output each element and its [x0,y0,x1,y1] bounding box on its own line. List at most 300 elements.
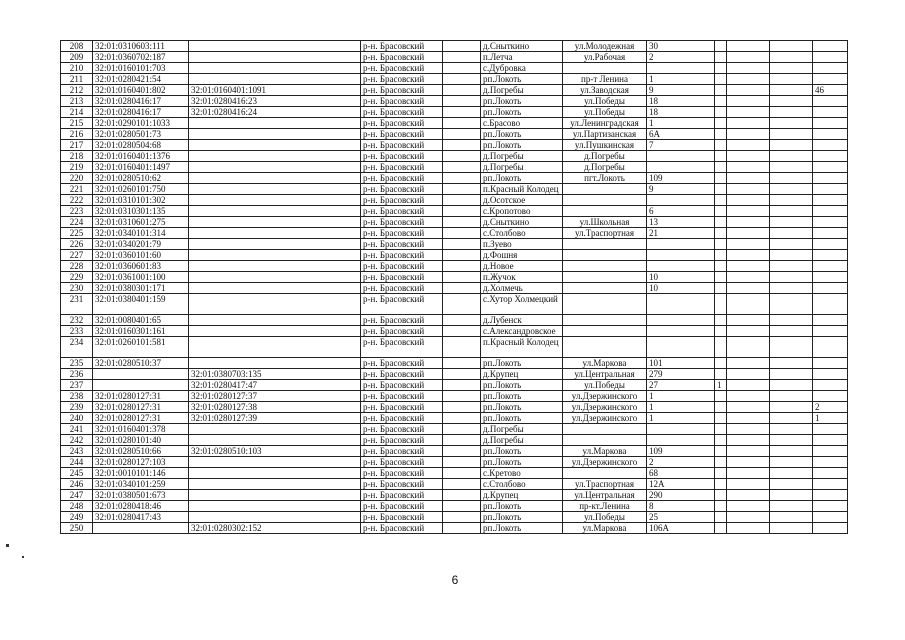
table-cell [715,283,727,294]
table-cell [715,457,727,468]
table-cell [189,41,361,52]
table-cell: 208 [61,41,93,52]
table-cell: 10 [647,272,715,283]
table-row [61,107,848,118]
table-cell: рп.Локоть [481,391,563,402]
table-cell [770,402,813,413]
table-cell: 32:01:0380501:673 [93,490,189,501]
table-cell [189,512,361,523]
table-cell [770,162,813,173]
table-cell: ул.Победы [563,512,647,523]
table-cell: р-н. Брасовский [361,326,443,337]
table-cell: 32:01:0010101:146 [93,468,189,479]
table-cell [715,413,727,424]
table-cell [770,206,813,217]
table-cell: 209 [61,52,93,63]
table-cell: р-н. Брасовский [361,129,443,140]
table-cell [727,501,770,512]
table-cell: рп.Локоть [481,446,563,457]
table-cell [443,206,481,217]
table-cell [189,283,361,294]
table-cell [727,446,770,457]
table-cell [443,173,481,184]
table-cell: ул.Центральная [563,490,647,501]
table-cell [93,369,189,380]
table-cell [813,129,848,140]
table-cell [770,457,813,468]
table-cell [443,184,481,195]
table-cell: 216 [61,129,93,140]
table-cell [189,479,361,490]
table-cell [727,283,770,294]
table-row [61,129,848,140]
table-cell: ул.Дзержинского [563,391,647,402]
table-cell [727,424,770,435]
table-cell: р-н. Брасовский [361,140,443,151]
table-cell: 231 [61,294,93,315]
table-cell [647,435,715,446]
table-cell: п.Летча [481,52,563,63]
table-cell: рп.Локоть [481,501,563,512]
table-cell [813,468,848,479]
table-cell [727,358,770,369]
table-cell [727,490,770,501]
table-cell: 240 [61,413,93,424]
table-cell [727,107,770,118]
table-cell: 32:01:0360101:60 [93,250,189,261]
table-cell [727,140,770,151]
table-cell [813,446,848,457]
table-cell [443,261,481,272]
table-cell [813,173,848,184]
table-cell: ул.Школьная [563,217,647,228]
table-cell: 249 [61,512,93,523]
table-row [61,391,848,402]
table-cell: ул.Партизанская [563,129,647,140]
table-cell [813,250,848,261]
table-cell [813,206,848,217]
table-cell: рп.Локоть [481,107,563,118]
table-cell: д.Погребы [563,151,647,162]
table-cell: 233 [61,326,93,337]
table-cell: ул.Пушкинская [563,140,647,151]
table-cell [727,294,770,315]
table-cell: р-н. Брасовский [361,184,443,195]
table-cell: р-н. Брасовский [361,206,443,217]
table-cell [813,107,848,118]
table-cell [443,239,481,250]
table-cell: 1 [647,413,715,424]
table-cell [189,184,361,195]
table-cell: 32:01:0340201:79 [93,239,189,250]
table-cell: 2 [647,457,715,468]
table-cell [443,337,481,358]
table-cell: 6 [647,206,715,217]
page-number: 6 [451,573,459,587]
table-cell [727,435,770,446]
table-cell [443,391,481,402]
table-cell [770,523,813,534]
table-cell [563,261,647,272]
table-cell: д.Крупец [481,369,563,380]
table-cell [813,261,848,272]
table-cell [770,118,813,129]
table-cell [715,217,727,228]
table-cell [443,413,481,424]
table-cell [715,184,727,195]
table-cell: 32:01:0380703:135 [189,369,361,380]
table-cell: рп.Локоть [481,358,563,369]
table-cell: п.Красный Колодец [481,337,563,358]
table-cell [813,239,848,250]
table-cell [813,217,848,228]
table-cell [727,74,770,85]
table-cell [727,337,770,358]
table-cell: 46 [813,85,848,96]
table-cell [813,228,848,239]
table-cell [715,140,727,151]
table-cell [443,85,481,96]
table-cell [770,315,813,326]
table-cell: 222 [61,195,93,206]
table-row [61,523,848,534]
table-cell [443,195,481,206]
table-cell [443,435,481,446]
table-row [61,326,848,337]
table-cell: 225 [61,228,93,239]
table-cell [189,424,361,435]
table-cell: 32:01:0280416:24 [189,107,361,118]
table-cell [443,151,481,162]
table-cell [189,118,361,129]
table-cell [715,129,727,140]
table-cell: 32:01:0160401:1497 [93,162,189,173]
table-cell [727,41,770,52]
table-cell: 234 [61,337,93,358]
table-cell: р-н. Брасовский [361,63,443,74]
table-cell [443,457,481,468]
table-cell [189,173,361,184]
table-cell [715,446,727,457]
table-cell [715,96,727,107]
table-cell [647,294,715,315]
table-row [61,315,848,326]
table-cell [443,217,481,228]
table-cell [715,294,727,315]
table-cell: 243 [61,446,93,457]
table-cell: 228 [61,261,93,272]
table-cell: 241 [61,424,93,435]
table-cell: 32:01:0080401:65 [93,315,189,326]
table-cell [563,63,647,74]
table-cell: ул.Рабочая [563,52,647,63]
table-cell: ул.Маркова [563,446,647,457]
scan-speck [6,544,9,547]
table-cell [770,217,813,228]
table-cell [813,435,848,446]
table-cell: ул.Дзержинского [563,457,647,468]
table-cell [715,402,727,413]
table-cell [770,358,813,369]
table-cell [189,239,361,250]
table-cell [443,96,481,107]
table-cell: 219 [61,162,93,173]
table-cell [189,294,361,315]
table-cell [727,457,770,468]
table-cell [563,435,647,446]
table-cell: 32:01:0280127:103 [93,457,189,468]
table-cell: 32:01:0380301:171 [93,283,189,294]
table-cell [189,468,361,479]
table-cell [715,369,727,380]
table-cell [727,402,770,413]
table-cell [715,512,727,523]
table-cell [715,74,727,85]
table-cell [727,85,770,96]
table-cell [813,512,848,523]
table-cell [563,184,647,195]
table-cell [189,490,361,501]
table-cell: 32:01:0280510:62 [93,173,189,184]
table-cell [563,315,647,326]
table-cell [563,250,647,261]
table-cell [443,74,481,85]
table-cell [813,41,848,52]
table-cell [443,250,481,261]
table-cell [563,294,647,315]
table-cell [770,74,813,85]
table-cell [563,272,647,283]
table-cell [727,261,770,272]
table-cell [813,490,848,501]
table-cell [647,151,715,162]
table-cell [770,468,813,479]
table-cell: р-н. Брасовский [361,402,443,413]
table-row [61,294,848,315]
table-cell: 106А [647,523,715,534]
table-cell: 32:01:0280510:37 [93,358,189,369]
table-cell: 32:01:0280421:54 [93,74,189,85]
table-cell [715,41,727,52]
table-cell [727,413,770,424]
table-cell: 8 [647,501,715,512]
table-cell [770,479,813,490]
table-cell: д.Новое [481,261,563,272]
table-cell [443,294,481,315]
table-cell [727,239,770,250]
table-cell: 230 [61,283,93,294]
table-row [61,85,848,96]
table-cell: 32:01:0160401:802 [93,85,189,96]
table-cell [813,195,848,206]
table-cell [813,424,848,435]
scan-speck [22,556,24,558]
table-cell: р-н. Брасовский [361,283,443,294]
table-cell: ул.Маркова [563,358,647,369]
table-cell [443,369,481,380]
table-cell [647,337,715,358]
table-cell [727,369,770,380]
table-cell: 238 [61,391,93,402]
table-cell: ул.Центральная [563,369,647,380]
table-cell [813,74,848,85]
table-cell [813,501,848,512]
table-cell [770,85,813,96]
table-cell [813,63,848,74]
table-cell [189,52,361,63]
table-cell: 32:01:0280127:31 [93,413,189,424]
table-cell: 242 [61,435,93,446]
table-row [61,261,848,272]
table-cell: пр-т Ленина [563,74,647,85]
table-cell [715,261,727,272]
table-cell: 32:01:0360702:187 [93,52,189,63]
table-cell: 1 [647,74,715,85]
table-cell: 109 [647,446,715,457]
table-cell [727,315,770,326]
table-cell: 32:01:0360601:83 [93,261,189,272]
table-cell: рп.Локоть [481,140,563,151]
table-cell [563,326,647,337]
table-cell [770,41,813,52]
table-cell [770,261,813,272]
table-cell: ул.Маркова [563,523,647,534]
table-row [61,435,848,446]
table-cell: ул.Заводская [563,85,647,96]
table-cell: рп.Локоть [481,523,563,534]
table-cell: р-н. Брасовский [361,512,443,523]
table-cell [563,283,647,294]
table-cell [727,523,770,534]
table-cell: 32:01:0280416:17 [93,96,189,107]
table-cell [715,162,727,173]
table-row [61,424,848,435]
table-cell: 290 [647,490,715,501]
table-cell [715,195,727,206]
table-cell [563,206,647,217]
table-cell: р-н. Брасовский [361,315,443,326]
table-cell: 211 [61,74,93,85]
table-cell: с.Брасово [481,118,563,129]
table-cell: р-н. Брасовский [361,107,443,118]
table-cell [727,129,770,140]
table-row [61,283,848,294]
table-cell: р-н. Брасовский [361,424,443,435]
table-cell: рп.Локоть [481,129,563,140]
table-cell [443,446,481,457]
table-cell [770,512,813,523]
table-cell: д.Погребы [563,162,647,173]
table-cell [647,315,715,326]
table-cell [715,272,727,283]
table-cell: 32:01:0260101:581 [93,337,189,358]
table-cell [189,195,361,206]
table-cell: 229 [61,272,93,283]
table-cell: 245 [61,468,93,479]
table-cell [715,435,727,446]
table-cell [727,512,770,523]
table-cell: 2 [647,52,715,63]
table-cell: с.Кропотово [481,206,563,217]
table-cell: ул.Дзержинского [563,402,647,413]
table-cell: д.Холмечь [481,283,563,294]
table-cell [770,272,813,283]
table-cell [443,424,481,435]
table-cell: 32:01:0280302:152 [189,523,361,534]
table-cell [813,326,848,337]
table-row [61,239,848,250]
table-row [61,413,848,424]
table-cell [443,228,481,239]
table-cell: р-н. Брасовский [361,239,443,250]
table-row [61,118,848,129]
table-cell: р-н. Брасовский [361,96,443,107]
table-row [61,96,848,107]
table-cell: р-н. Брасовский [361,294,443,315]
table-cell: 212 [61,85,93,96]
table-cell: р-н. Брасовский [361,85,443,96]
table-cell [813,272,848,283]
table-cell: 13 [647,217,715,228]
table-cell: 18 [647,107,715,118]
table-cell [813,358,848,369]
table-cell [647,261,715,272]
table-row [61,512,848,523]
table-cell [715,250,727,261]
table-cell [189,217,361,228]
table-cell: д.Погребы [481,85,563,96]
table-cell [770,391,813,402]
table-cell [443,52,481,63]
table-cell: р-н. Брасовский [361,337,443,358]
table-row [61,479,848,490]
table-cell [189,326,361,337]
table-cell: 18 [647,96,715,107]
table-cell: 279 [647,369,715,380]
table-cell: р-н. Брасовский [361,446,443,457]
table-cell: 32:01:0280101:40 [93,435,189,446]
table-cell [770,283,813,294]
table-cell [189,63,361,74]
table-cell [647,326,715,337]
table-cell: 32:01:0310301:135 [93,206,189,217]
table-cell [727,468,770,479]
table-cell: ул.Траспортная [563,228,647,239]
table-cell: 220 [61,173,93,184]
table-cell [770,173,813,184]
table-cell [563,337,647,358]
table-cell: 32:01:0340101:314 [93,228,189,239]
table-row [61,217,848,228]
table-cell: п.Жучок [481,272,563,283]
table-cell: ул.Победы [563,107,647,118]
table-cell: 32:01:0380401:159 [93,294,189,315]
table-cell: р-н. Брасовский [361,41,443,52]
table-cell: 32:01:0280417:47 [189,380,361,391]
table-cell: р-н. Брасовский [361,391,443,402]
table-cell [715,479,727,490]
table-cell: 32:01:0280510:66 [93,446,189,457]
table-cell: рп.Локоть [481,512,563,523]
table-row [61,140,848,151]
table-cell: рп.Локоть [481,413,563,424]
table-cell: 32:01:0310601:275 [93,217,189,228]
table-cell [727,272,770,283]
table-row [61,74,848,85]
table-cell: р-н. Брасовский [361,272,443,283]
table-cell [189,206,361,217]
table-cell: 32:01:0280127:38 [189,402,361,413]
